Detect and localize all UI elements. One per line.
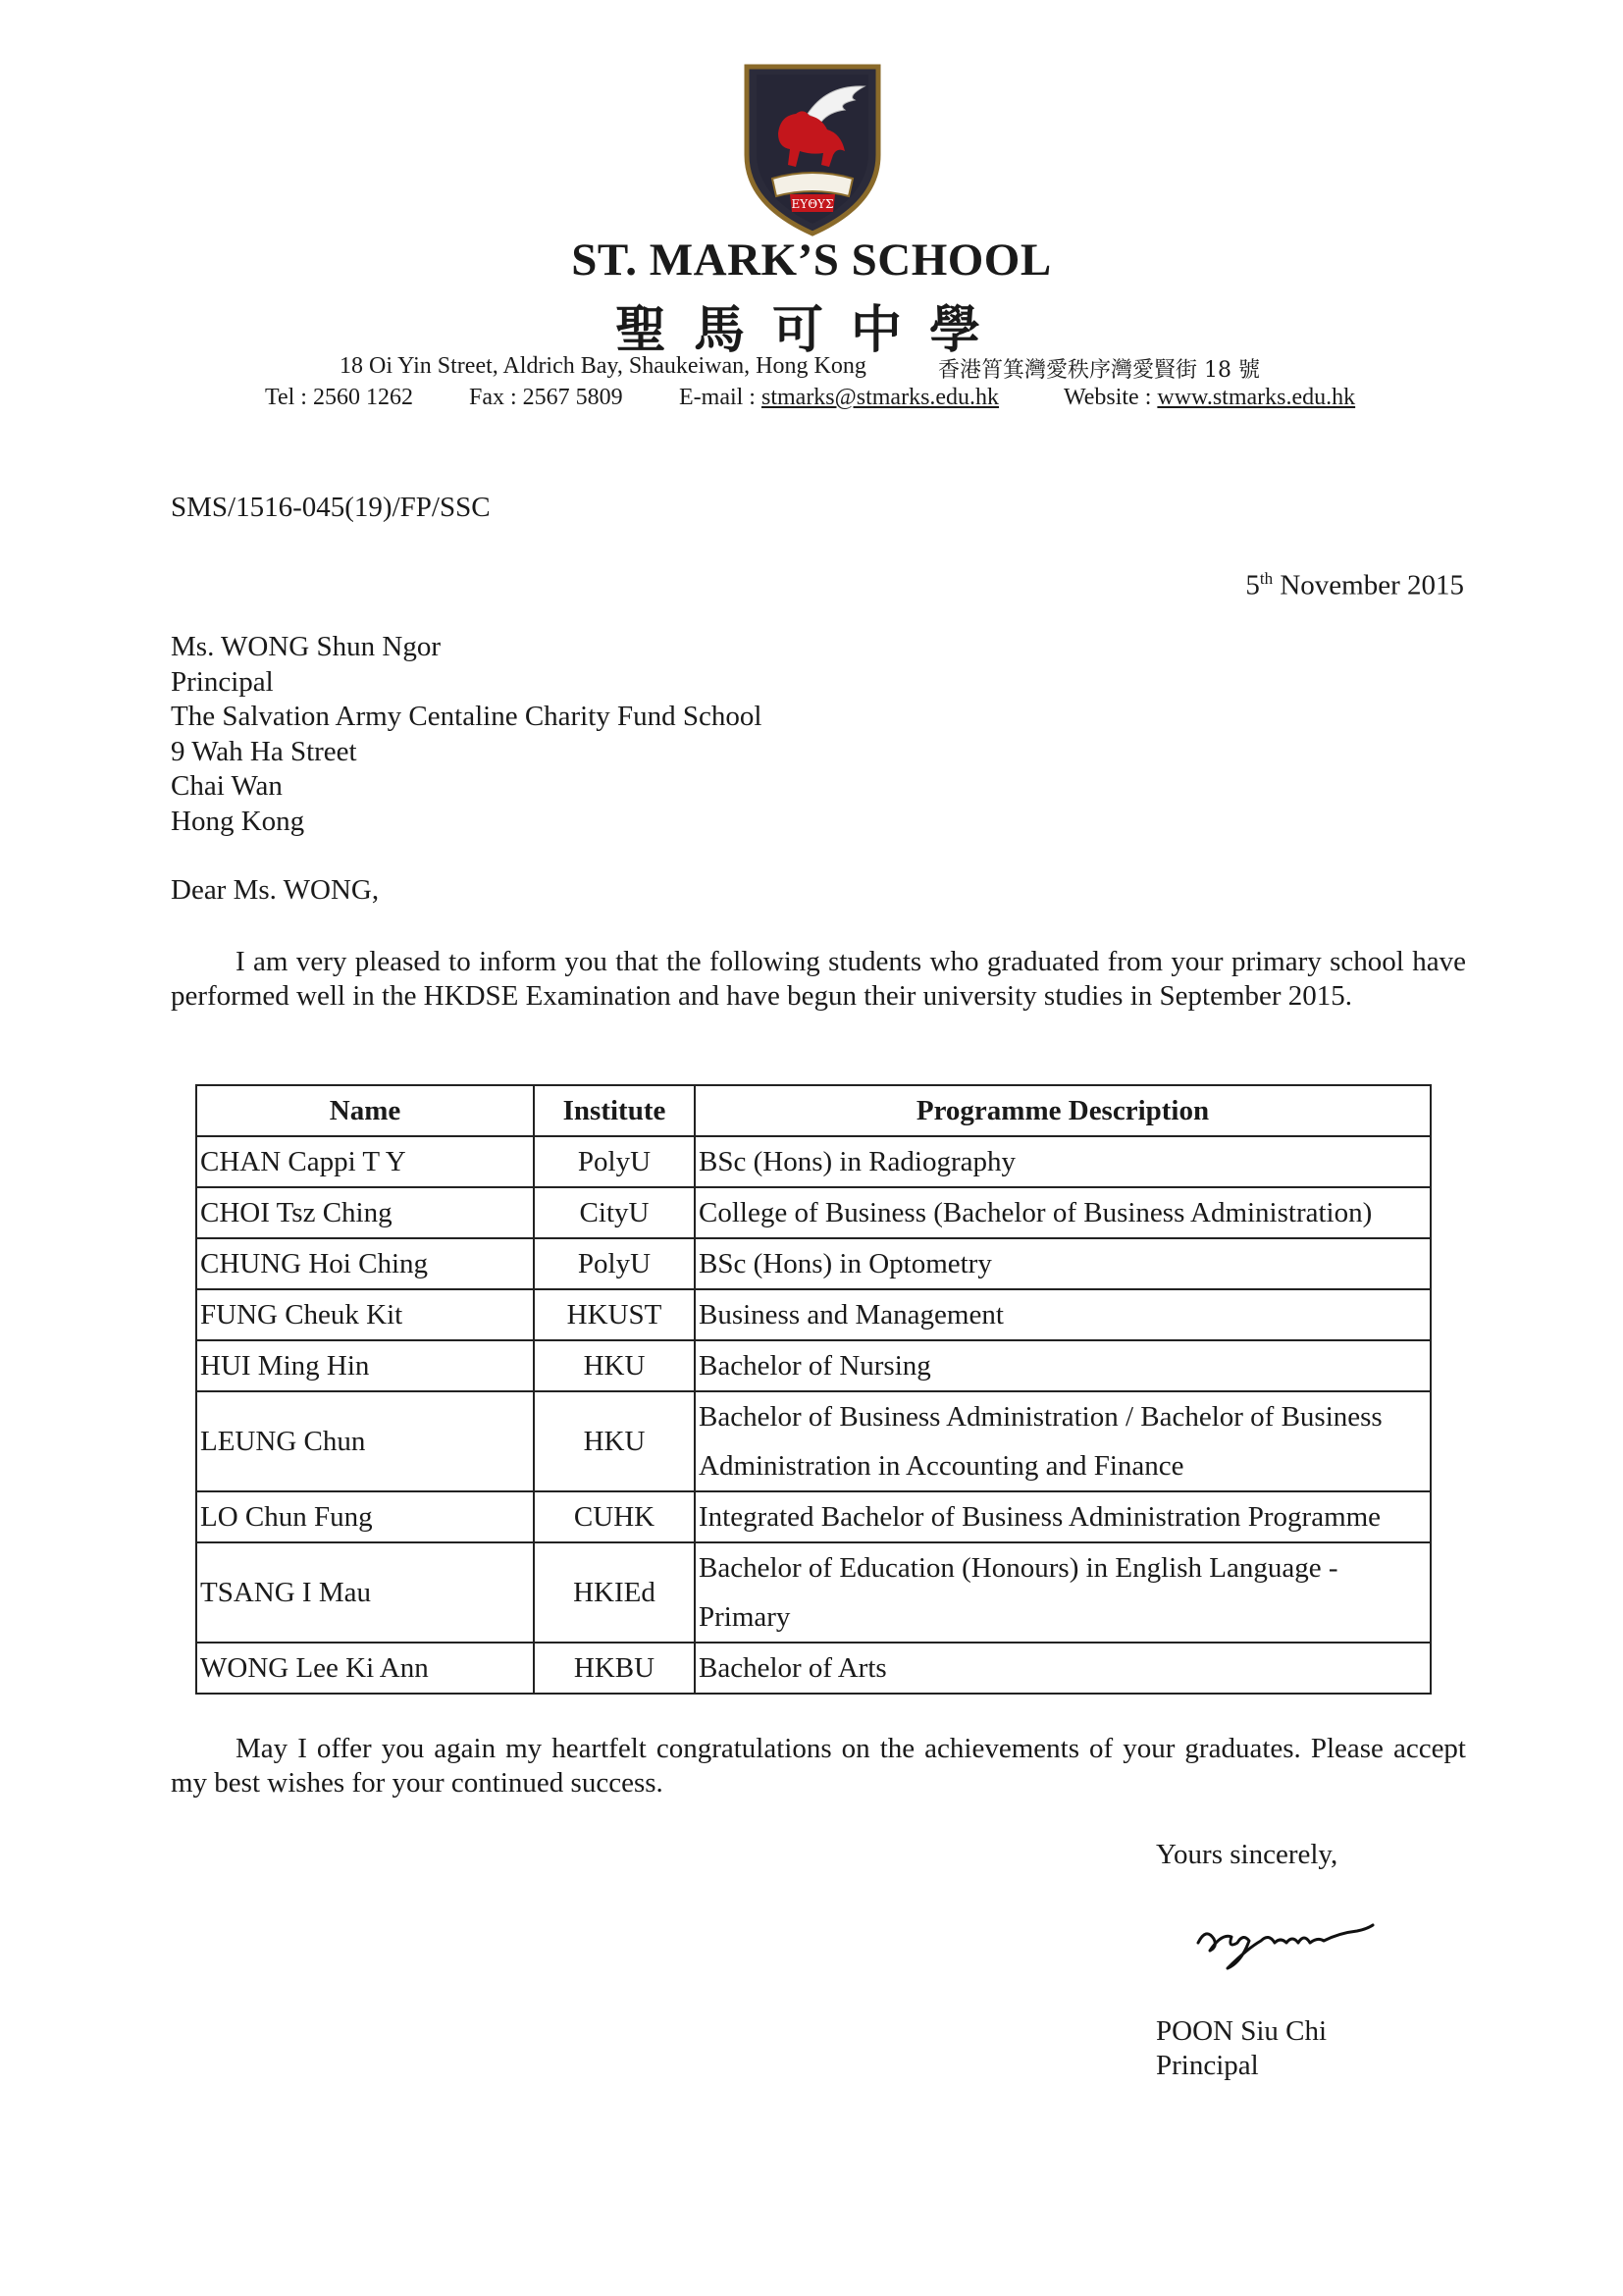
- student-institute: HKBU: [534, 1643, 695, 1694]
- student-name: TSANG I Mau: [196, 1542, 534, 1643]
- school-email: [679, 385, 999, 411]
- student-institute: PolyU: [534, 1238, 695, 1289]
- signature-block: [1156, 2014, 1327, 2083]
- table-row: [196, 1136, 1431, 1187]
- table-header-row: [196, 1085, 1431, 1136]
- school-fax: Fax : 2567 5809: [469, 385, 623, 410]
- letter-reference: SMS/1516-045(19)/FP/SSC: [171, 492, 491, 523]
- table-row: [196, 1542, 1431, 1643]
- column-header-institute: Institute: [534, 1085, 695, 1136]
- handwritten-signature: [1192, 1904, 1379, 1972]
- student-programme: Bachelor of Nursing: [695, 1340, 1431, 1391]
- student-name: WONG Lee Ki Ann: [196, 1643, 534, 1694]
- student-name: CHUNG Hoi Ching: [196, 1238, 534, 1289]
- school-address-chinese: 香港筲箕灣愛秩序灣愛賢街 18 號: [938, 358, 1260, 383]
- website-label: Website :: [1064, 385, 1158, 410]
- table-row: [196, 1187, 1431, 1238]
- recipient-title: Principal: [171, 665, 274, 698]
- email-label: E-mail :: [679, 385, 761, 410]
- column-header-programme: Programme Description: [695, 1085, 1431, 1136]
- recipient-district: Chai Wan: [171, 770, 283, 802]
- table-row: [196, 1340, 1431, 1391]
- date-day: 5: [1245, 569, 1260, 601]
- student-programme: BSc (Hons) in Optometry: [695, 1238, 1431, 1289]
- signer-title: Principal: [1156, 2050, 1259, 2081]
- student-name: LEUNG Chun: [196, 1391, 534, 1491]
- student-name: LO Chun Fung: [196, 1491, 534, 1542]
- student-programme: Business and Management: [695, 1289, 1431, 1340]
- school-address-english: 18 Oi Yin Street, Aldrich Bay, Shaukeiwan, Hong Kong: [340, 353, 866, 379]
- opening-paragraph: I am very pleased to inform you that the following students who graduated from your primary school have performed well in the HKDSE Examination and have begun their university studies in September 2015.: [171, 946, 1466, 1012]
- student-institute: CityU: [534, 1187, 695, 1238]
- table-row: [196, 1289, 1431, 1340]
- table-row: [196, 1491, 1431, 1542]
- student-programme: Bachelor of Arts: [695, 1643, 1431, 1694]
- school-name-chinese: 聖馬可中學: [614, 300, 1008, 360]
- student-programme: BSc (Hons) in Radiography: [695, 1136, 1431, 1187]
- student-name: FUNG Cheuk Kit: [196, 1289, 534, 1340]
- student-programme: College of Business (Bachelor of Business Administration): [695, 1187, 1431, 1238]
- student-name: CHAN Cappi T Y: [196, 1136, 534, 1187]
- recipient-territory: Hong Kong: [171, 805, 305, 837]
- closing-paragraph: May I offer you again my heartfelt congratulations on the achievements of your graduates. Please accept my best wishes for your continued success.: [171, 1733, 1466, 1799]
- recipient-organisation: The Salvation Army Centaline Charity Fund School: [171, 701, 762, 732]
- school-name-english: ST. MARK’S SCHOOL: [571, 235, 1052, 286]
- student-institute: HKUST: [534, 1289, 695, 1340]
- recipient-address-block: [171, 630, 762, 839]
- table-row: [196, 1238, 1431, 1289]
- website-link[interactable]: www.stmarks.edu.hk: [1157, 385, 1356, 410]
- school-crest-logo: [739, 57, 886, 237]
- date-suffix: th: [1259, 569, 1274, 588]
- student-programme: Bachelor of Education (Honours) in English Language - Primary: [695, 1542, 1431, 1643]
- school-telephone: Tel : 2560 1262: [265, 385, 413, 410]
- student-institute: HKU: [534, 1391, 695, 1491]
- student-institute: CUHK: [534, 1491, 695, 1542]
- student-name: HUI Ming Hin: [196, 1340, 534, 1391]
- student-institute: PolyU: [534, 1136, 695, 1187]
- column-header-name: Name: [196, 1085, 534, 1136]
- student-institute: HKU: [534, 1340, 695, 1391]
- graduates-table: [195, 1084, 1432, 1695]
- letter-date: [1245, 561, 1464, 603]
- student-institute: HKIEd: [534, 1542, 695, 1643]
- student-programme: Bachelor of Business Administration / Bachelor of Business Administration in Accounting and Finance: [695, 1391, 1431, 1491]
- table-row: [196, 1643, 1431, 1694]
- table-row: [196, 1391, 1431, 1491]
- complimentary-close: Yours sincerely,: [1156, 1839, 1338, 1870]
- recipient-street: 9 Wah Ha Street: [171, 735, 357, 767]
- salutation: Dear Ms. WONG,: [171, 874, 380, 906]
- school-website: [1064, 385, 1355, 411]
- student-name: CHOI Tsz Ching: [196, 1187, 534, 1238]
- student-programme: Integrated Bachelor of Business Administration Programme: [695, 1491, 1431, 1542]
- signer-name: POON Siu Chi: [1156, 2015, 1328, 2047]
- email-link[interactable]: stmarks@stmarks.edu.hk: [760, 385, 1000, 410]
- date-month-year: November 2015: [1273, 569, 1464, 601]
- crest-motto-text: ΕΥΘΥΣ: [791, 197, 834, 211]
- recipient-name: Ms. WONG Shun Ngor: [171, 631, 441, 662]
